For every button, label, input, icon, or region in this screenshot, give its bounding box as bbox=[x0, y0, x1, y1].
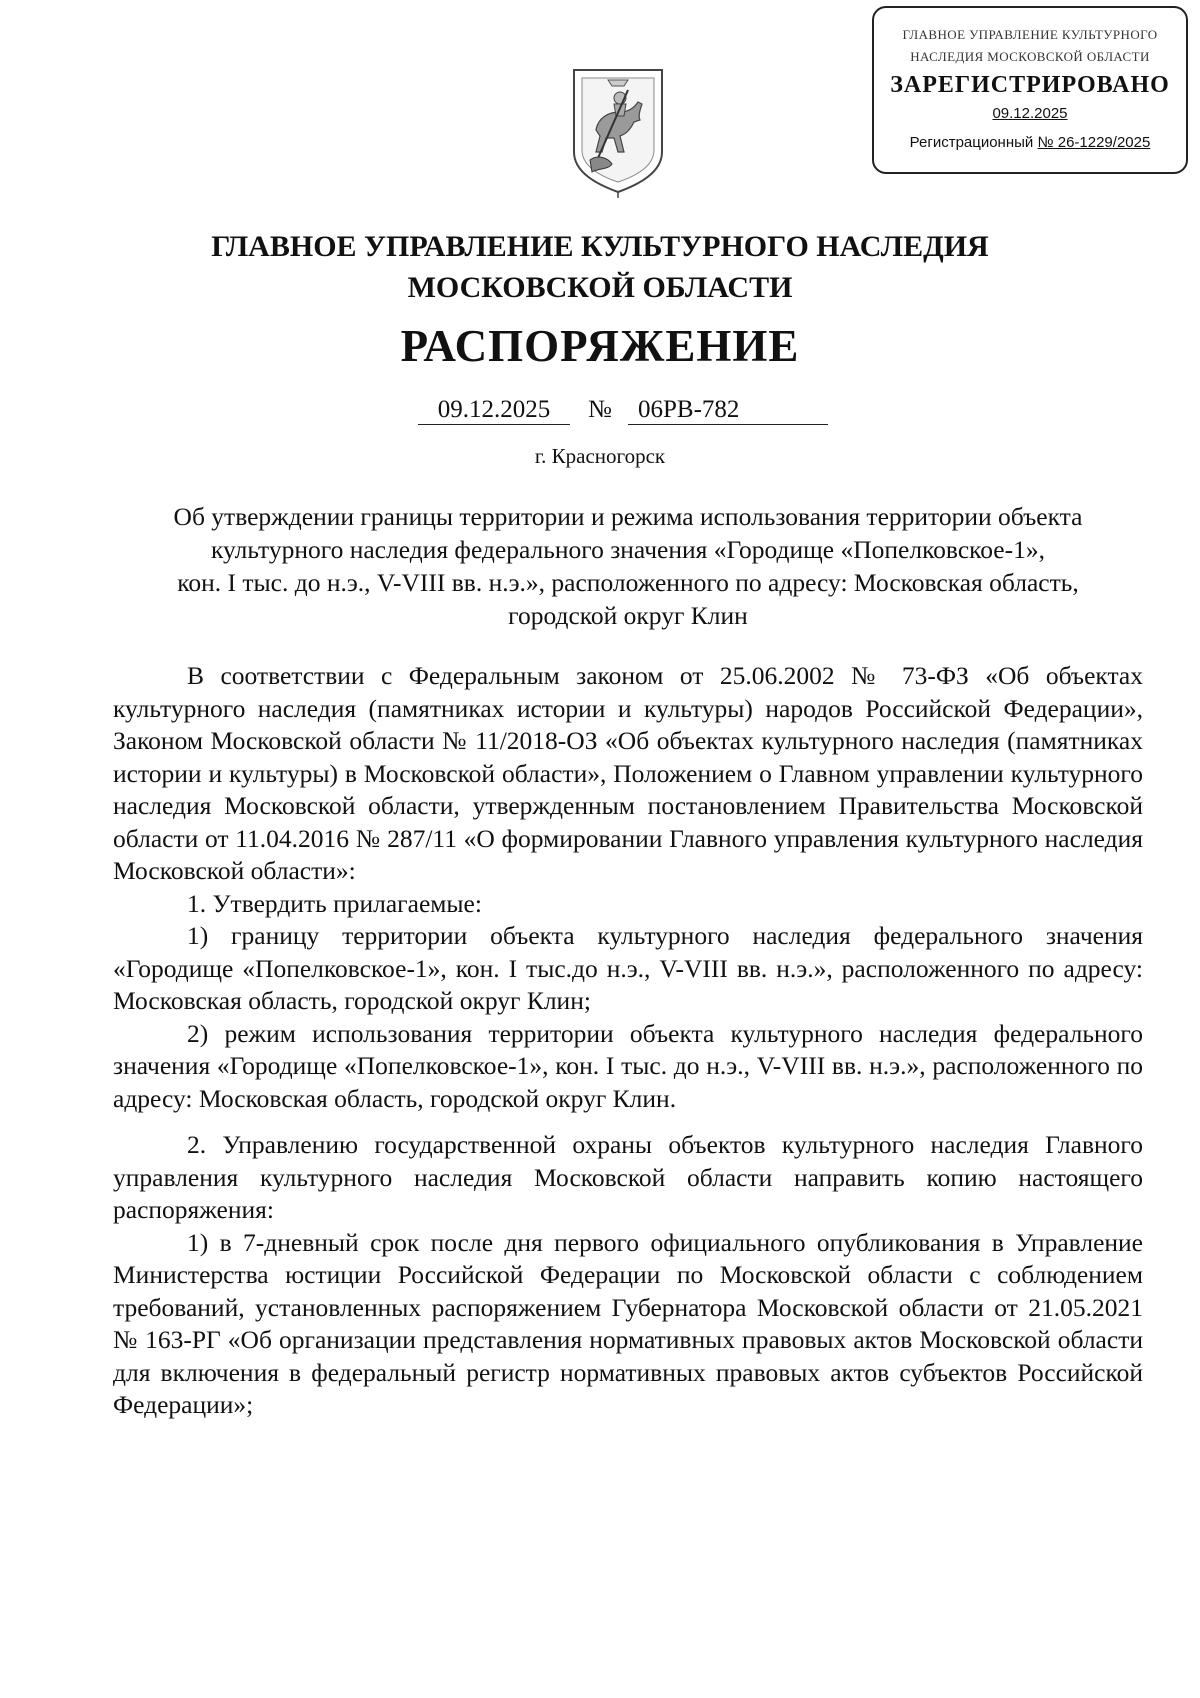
registration-stamp bbox=[872, 6, 1188, 174]
body-paragraph-item-2: 2. Управлению государственной охраны объектов культурного наследия Главного управления культурного наследия Московской области направить копию настоящего распоряжения: bbox=[113, 1130, 1143, 1224]
organization-title bbox=[0, 226, 1200, 308]
document-city: г. Красногорск bbox=[534, 444, 666, 468]
subject-line: Об утверждении границы территории и режима использования территории объекта bbox=[173, 502, 1083, 531]
subject-line: городской округ Клин bbox=[508, 601, 748, 630]
document-number: 06РВ-782 bbox=[628, 396, 828, 425]
stamp-status: ЗАРЕГИСТРИРОВАНО bbox=[890, 72, 1170, 98]
document-date: 09.12.2025 bbox=[418, 396, 570, 425]
body-paragraph-preamble: В соответствии с Федеральным законом от 25.06.2002 № 73-ФЗ «Об объектах культурного наследия (памятниках истории и культуры) народов Российской Федерации», Законом Московской области № 11/2018-ОЗ «Об объектах культурного наследия (памятниках истории и культуры) в Московской области», Положением о Главном управлении культурного наследия Московской области, утвержденным постановлением Правительства Московской области от 11.04.2016 № 287/11 «О формировании Главного управления культурного наследия Московской области»: bbox=[113, 661, 1143, 885]
stamp-reg-number: № 26-1229/2025 bbox=[1037, 134, 1151, 151]
document-number-line bbox=[418, 396, 828, 430]
stamp-reg-label: Регистрационный bbox=[909, 134, 1034, 151]
subject-line: кон. I тыс. до н.э., V-VIII вв. н.э.», расположенного по адресу: Московская область, bbox=[177, 568, 1079, 597]
stamp-date: 09.12.2025 bbox=[992, 105, 1068, 122]
document-body bbox=[113, 660, 1143, 1422]
number-sign: № bbox=[588, 396, 612, 423]
body-paragraph-item-1-2: 2) режим использования территории объекта культурного наследия федерального значения «Городище «Попелковское-1», кон. I тыс. до н.э., V-VIII вв. н.э.», расположенного по адресу: Московская область, городской округ Клин. bbox=[113, 1018, 1143, 1113]
moscow-oblast-coat-of-arms-icon bbox=[568, 60, 668, 200]
stamp-org-line-1: ГЛАВНОЕ УПРАВЛЕНИЕ КУЛЬТУРНОГО bbox=[902, 27, 1158, 42]
document-type: РАСПОРЯЖЕНИЕ bbox=[400, 321, 800, 371]
body-paragraph-item-1: 1. Утвердить прилагаемые: bbox=[187, 888, 482, 918]
organization-title-line-2: МОСКОВСКОЙ ОБЛАСТИ bbox=[407, 271, 793, 304]
document-subject bbox=[110, 500, 1146, 632]
body-paragraph-item-2-1: 1) в 7-дневный срок после дня первого официального опубликования в Управление Министерства юстиции Российской Федерации по Московской области с соблюдением требований, установленных распоряжением Губернатора Московской области от 21.05.2021 № 163-РГ «Об организации представления нормативных правовых актов Московской области для включения в федеральный регистр нормативных правовых актов субъектов Российской Федерации»; bbox=[113, 1227, 1143, 1419]
stamp-org-line-2: НАСЛЕДИЯ МОСКОВСКОЙ ОБЛАСТИ bbox=[910, 49, 1150, 64]
subject-line: культурного наследия федерального значения «Городище «Попелковское-1», bbox=[211, 535, 1045, 564]
stamp-registration bbox=[874, 134, 1186, 151]
organization-title-line-1: ГЛАВНОЕ УПРАВЛЕНИЕ КУЛЬТУРНОГО НАСЛЕДИЯ bbox=[211, 230, 989, 263]
body-paragraph-item-1-1: 1) границу территории объекта культурного наследия федерального значения «Городище «Попелковское-1», кон. I тыс.до н.э., V-VIII вв. н.э.», расположенного по адресу: Московская область, городской округ Клин; bbox=[113, 921, 1143, 1015]
stamp-organization bbox=[874, 22, 1186, 66]
